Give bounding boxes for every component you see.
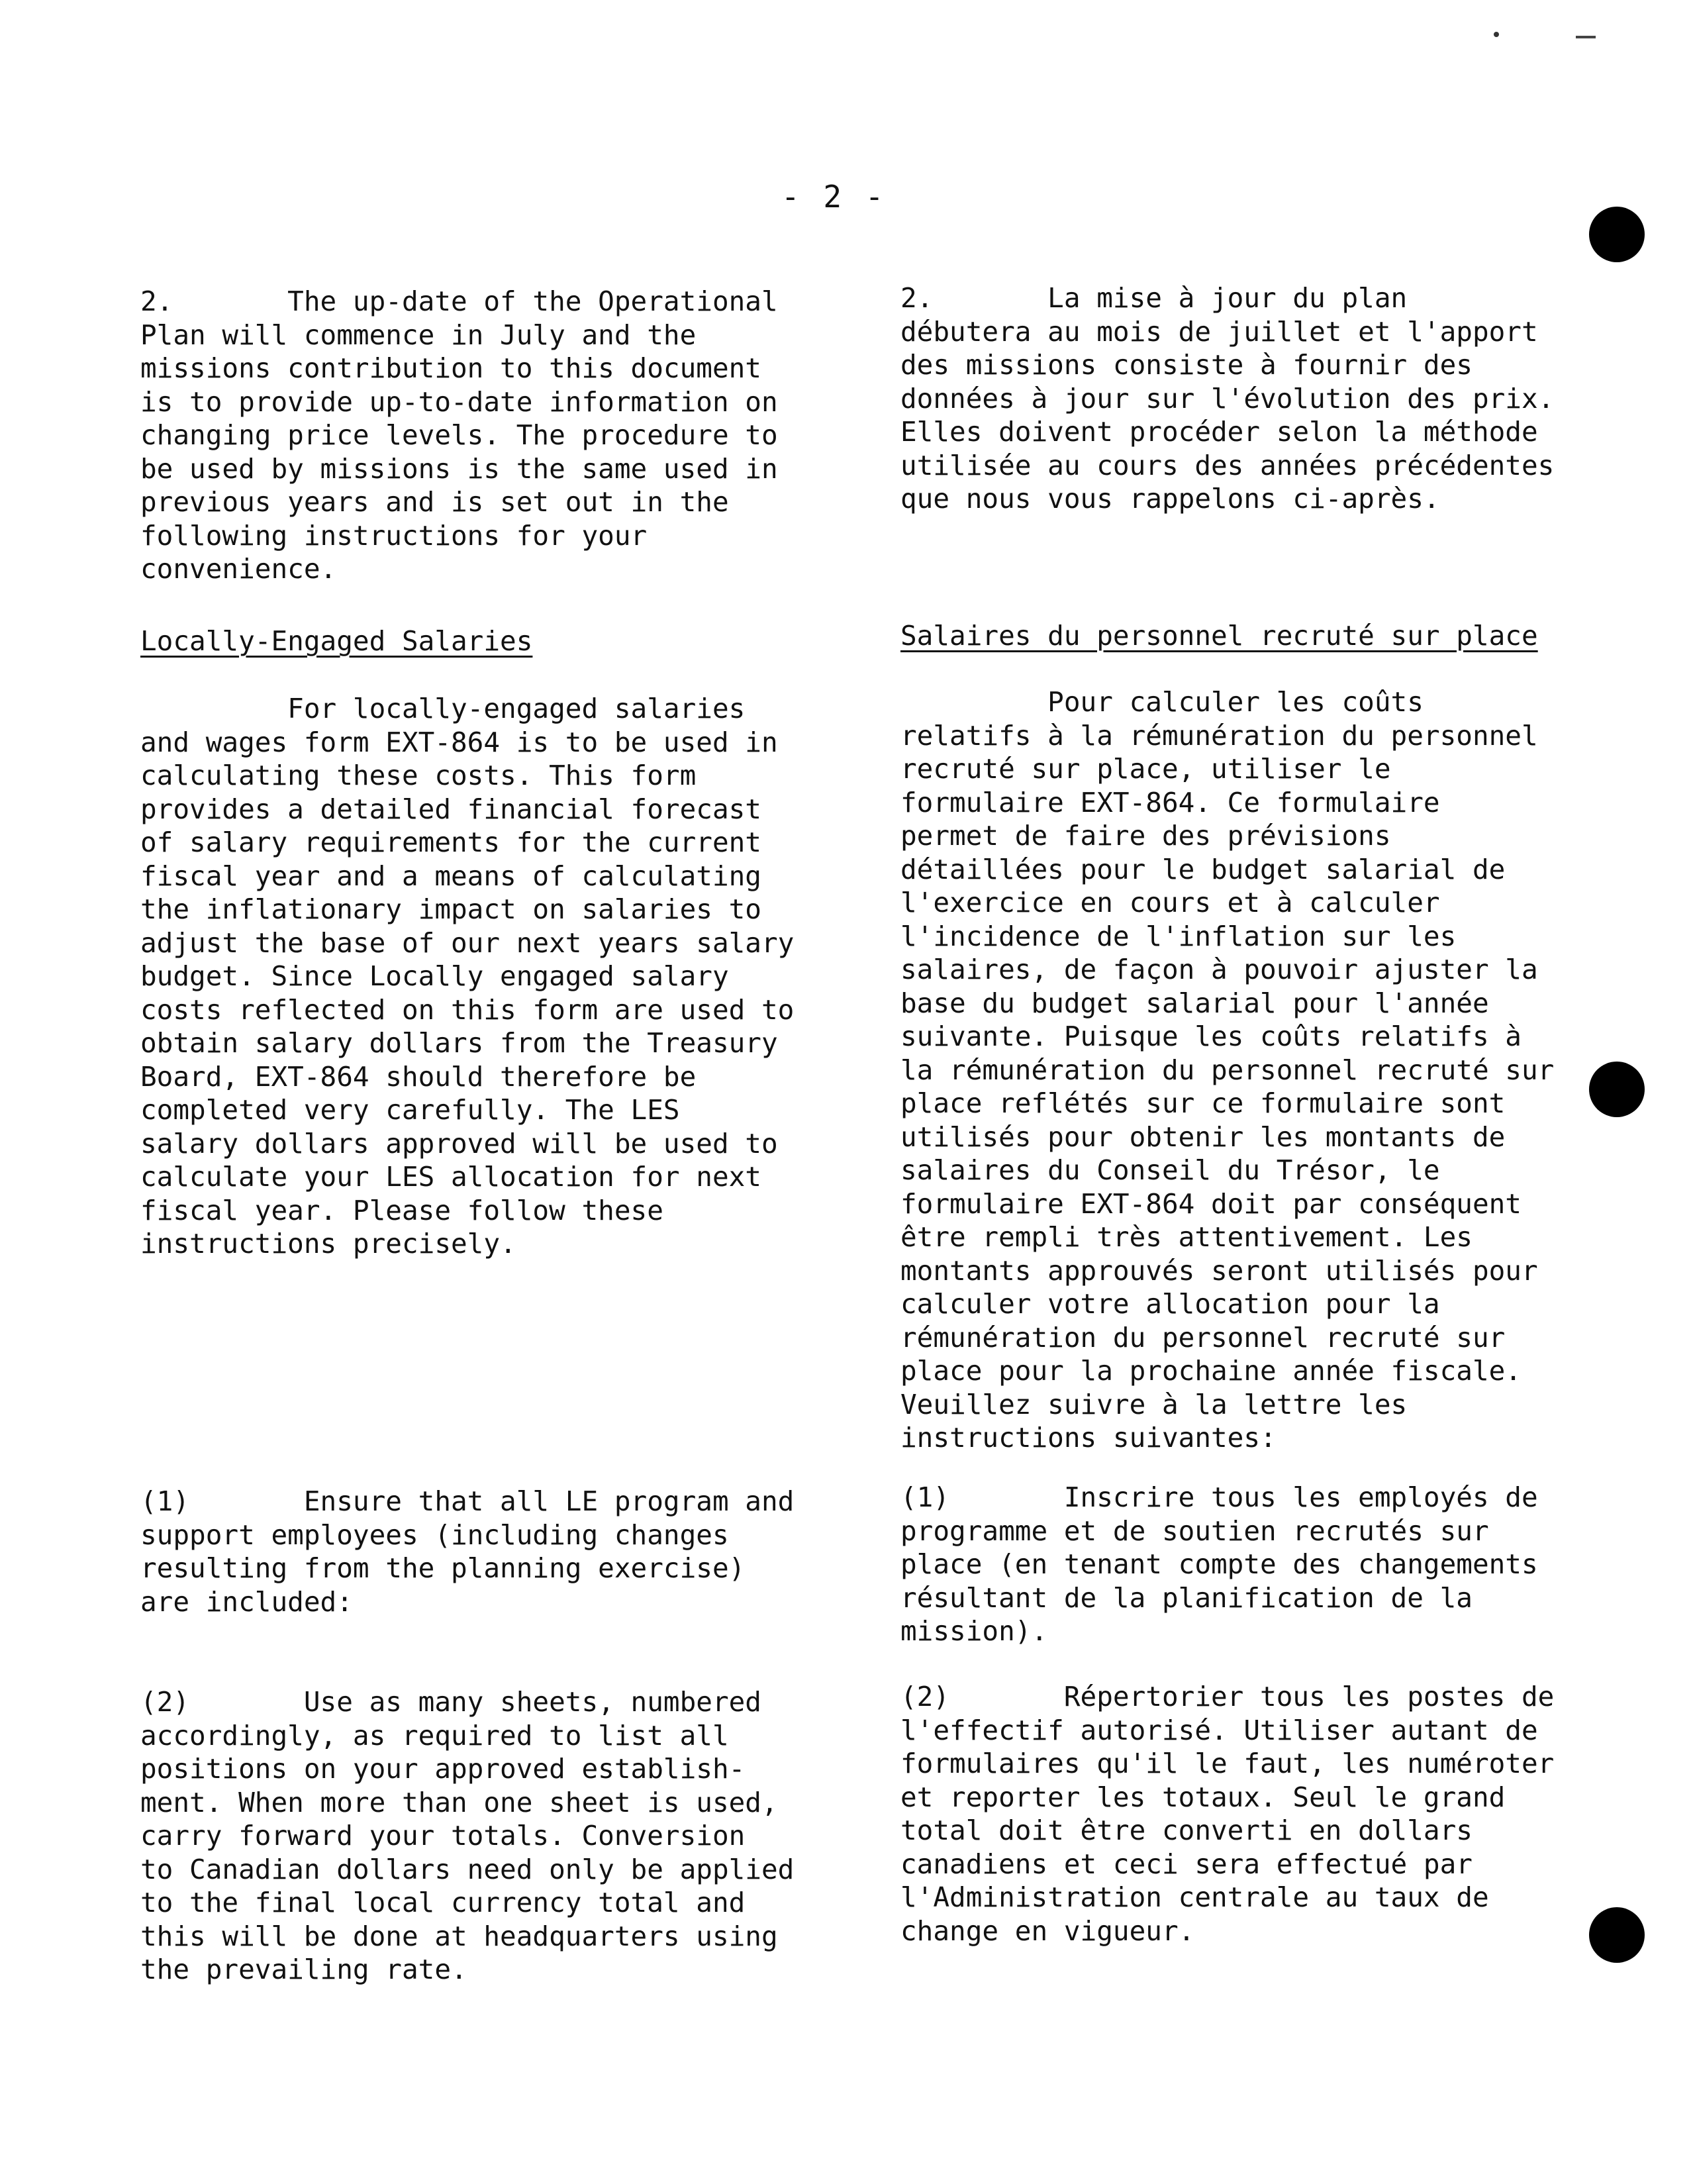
french-section-heading: Salaires du personnel recruté sur place <box>900 620 1538 652</box>
scan-speck <box>1494 32 1499 37</box>
page-number: - 2 - <box>781 179 887 215</box>
english-body-paragraph: For locally-engaged salaries and wages form EXT-864 is to be used in calculating these costs. This form provides a detailed financial forecast of salary requirements for the current fiscal year and a means of calculating the inflationary impact on salaries to adjust the base of our next years salary budget. Since Locally engaged salary costs reflected on this form are used to obtain salary dollars from the Treasury Board, EXT-864 should therefore be completed very carefully. The LES salary dollars approved will be used to calculate your LES allocation for next fiscal year. Please follow these instructions precisely. <box>140 693 795 1260</box>
french-item-1: (1) Inscrire tous les employés de programme et de soutien recrutés sur place (en tenant compte des changements résultant de la planification de la mission). <box>900 1481 1538 1647</box>
scan-speck <box>1576 36 1596 38</box>
punch-hole-top <box>1589 207 1645 262</box>
punch-hole-bottom <box>1589 1907 1645 1963</box>
french-item-2: (2) Répertorier tous les postes de l'effectif autorisé. Utiliser autant de formulaires qu'il le faut, les numéroter et reporter les totaux. Seul le grand total doit être converti en dollars canadiens et ceci sera effectué par l'Administration centrale au taux de change en vigueur. <box>900 1681 1555 1947</box>
punch-hole-middle <box>1589 1062 1645 1117</box>
english-intro-paragraph: 2. The up-date of the Operational Plan will commence in July and the missions contribution to this document is to provide up-to-date information on changing price levels. The procedure to be used by missions is the same used in previous years and is set out in the following instructions for your convenience. <box>140 285 778 585</box>
french-intro-paragraph: 2. La mise à jour du plan débutera au mois de juillet et l'apport des missions consiste à fournir des données à jour sur l'évolution des prix. Elles doivent procéder selon la méthode utilisée au cours des années précédentes que nous vous rappelons ci-après. <box>900 282 1555 515</box>
english-item-2: (2) Use as many sheets, numbered accordingly, as required to list all positions on your approved establish- ment. When more than one sheet is used, carry forward your totals. Conversion to Canadian dollars need only be applied to the final local currency total and this will be done at headquarters using the prevailing rate. <box>140 1686 795 1985</box>
french-body-paragraph: Pour calculer les coûts relatifs à la rémunération du personnel recruté sur place, utiliser le formulaire EXT-864. Ce formulaire permet de faire des prévisions détaillées pour le budget salarial de l'exercice en cours et à calculer l'incidence de l'inflation sur les salaires, de façon à pouvoir ajuster la base du budget salarial pour l'année suivante. Puisque les coûts relatifs à la rémunération du personnel recruté sur place reflétés sur ce formulaire sont utilisés pour obtenir les montants de salaires du Conseil du Trésor, le formulaire EXT-864 doit par conséquent être rempli très attentivement. Les montants approuvés seront utilisés pour calculer votre allocation pour la rémunération du personnel recruté sur place pour la prochaine année fiscale. Veuillez suivre à la lettre les instructions suivantes: <box>900 686 1555 1454</box>
english-item-1: (1) Ensure that all LE program and support employees (including changes resulting from the planning exercise) are included: <box>140 1485 795 1618</box>
english-section-heading: Locally-Engaged Salaries <box>140 625 533 657</box>
